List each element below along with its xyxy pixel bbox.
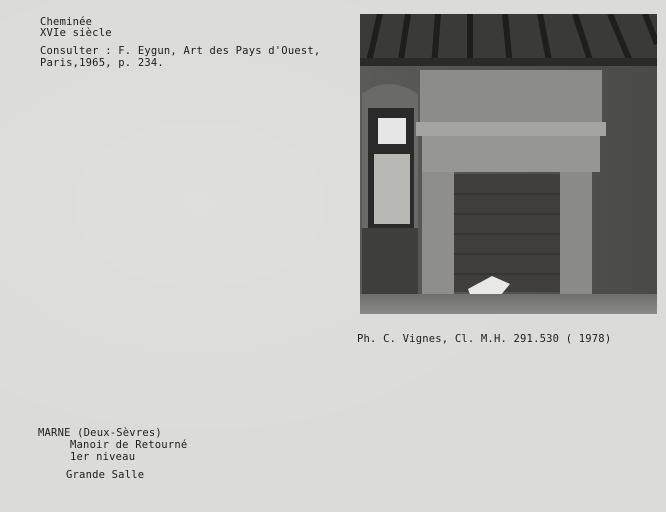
reference-line-2: Paris,1965, p. 234. [40, 57, 164, 69]
level-label: 1er niveau [70, 451, 136, 463]
reference-line-1: Consulter : F. Eygun, Art des Pays d'Ouest, [40, 45, 321, 57]
building-label: Manoir de Retourné [70, 439, 188, 451]
object-title: Cheminée [40, 16, 93, 28]
commune-label: MARNE (Deux-Sèvres) [38, 427, 162, 439]
room-label: Grande Salle [66, 469, 145, 481]
photo-caption: Ph. C. Vignes, Cl. M.H. 291.530 ( 1978) [357, 333, 612, 345]
fireplace-photo [360, 14, 657, 314]
century-label: XVIe siècle [40, 27, 112, 39]
